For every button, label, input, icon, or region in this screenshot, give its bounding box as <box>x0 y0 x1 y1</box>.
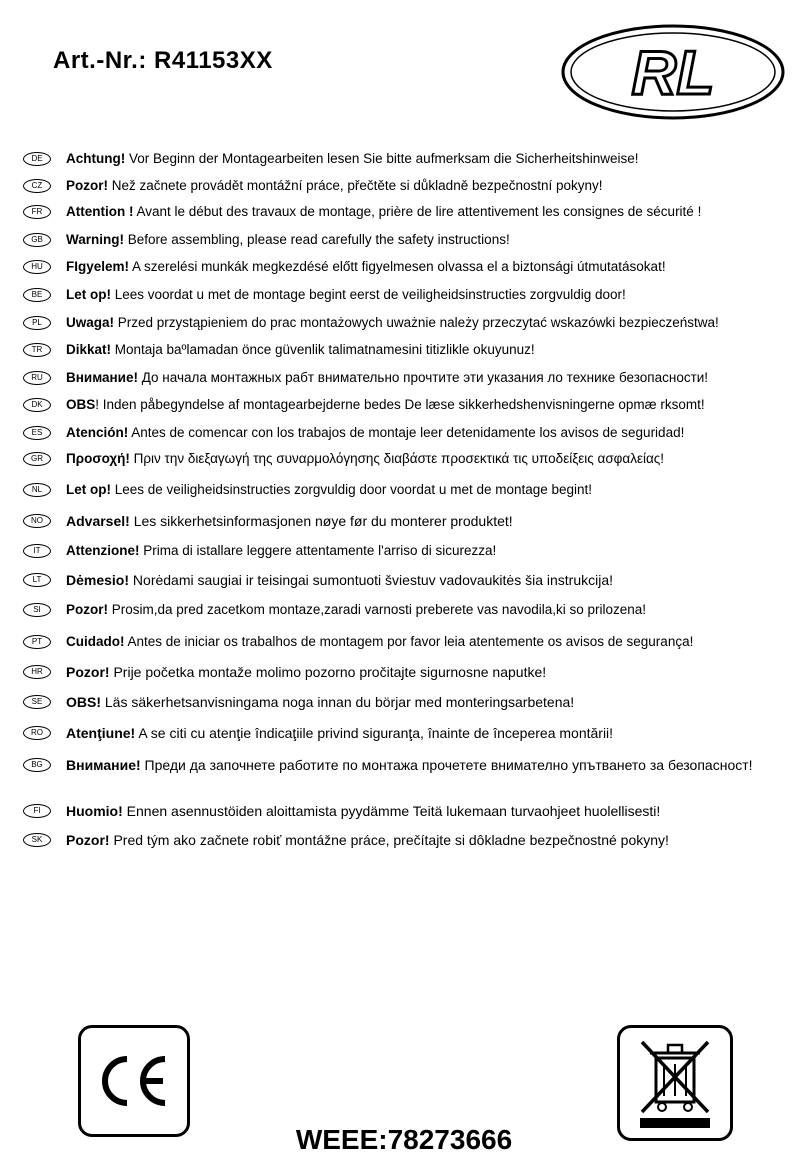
warning-label: OBS <box>66 397 96 412</box>
warning-row-cz <box>23 178 793 194</box>
language-code-badge: DK <box>23 398 51 412</box>
warning-label: Pozor! <box>66 664 110 680</box>
language-code-badge: PL <box>23 316 51 330</box>
warning-text <box>66 513 513 529</box>
warning-label: Let op! <box>66 482 111 497</box>
warning-text <box>66 757 753 773</box>
warning-row-sk <box>23 832 793 848</box>
warning-row-nl <box>23 482 793 498</box>
warning-label: Pozor! <box>66 178 108 193</box>
warning-label: Warning! <box>66 232 124 247</box>
warning-text <box>66 832 669 848</box>
language-code-badge: HU <box>23 260 51 274</box>
warning-text <box>66 572 613 588</box>
language-code-badge: SE <box>23 695 51 709</box>
warning-row-de <box>23 151 793 167</box>
warning-text <box>66 232 510 248</box>
warning-text <box>66 425 684 441</box>
warning-text <box>66 370 708 386</box>
language-code-badge: SI <box>23 603 51 617</box>
warning-message: Pred tým ako začnete robiť montážne práce, prečítajte si dôkladne bezpečnostné pokyny! <box>109 832 669 848</box>
warning-text <box>66 803 660 819</box>
language-code-badge: ES <box>23 426 51 440</box>
warning-row-tr <box>23 342 793 358</box>
warning-label: Uwaga! <box>66 315 115 330</box>
article-number: Art.-Nr.: R41153XX <box>53 47 273 74</box>
warning-message: Lees voordat u met de montage begint eerst de veiligheidsinstructies zorgvuldig door! <box>111 287 626 302</box>
warning-label: Atención! <box>66 425 129 440</box>
warning-row-lt <box>23 572 793 588</box>
warning-label: OBS! <box>66 694 101 710</box>
language-code-badge: RO <box>23 726 51 740</box>
warning-row-no <box>23 513 793 529</box>
warning-message: Antes de comencar con los trabajos de montaje leer detenidamente los avisos de seguridad! <box>128 425 685 440</box>
warning-message: A szerelési munkák megkezdésé előtt figyelmesen olvassa el a biztonsági útmutatásokat! <box>129 259 666 274</box>
language-code-badge: NO <box>23 514 51 528</box>
warning-label: Advarsel! <box>66 513 130 529</box>
warning-label: Внимание! <box>66 370 138 385</box>
warning-text <box>66 634 693 650</box>
language-code-badge: FI <box>23 804 51 818</box>
warning-message: Norėdami saugiai ir teisingai sumontuoti šviestuv vadovaukitės šia instrukcija! <box>129 572 614 588</box>
language-code-badge: PT <box>23 635 51 649</box>
warning-label: Attenzione! <box>66 543 140 558</box>
language-code-badge: DE <box>23 152 51 166</box>
warning-message: Ennen asennustöiden aloittamista pyydämme Teitä lukemaan turvaohjeet huolellisesti! <box>122 803 661 819</box>
warning-label: Achtung! <box>66 151 126 166</box>
warning-message: A se citi cu atenţie îndicaţiile privind siguranţa, înainte de începerea montării! <box>135 725 614 741</box>
ce-mark <box>78 1025 190 1137</box>
warning-text <box>66 287 626 303</box>
language-code-badge: BG <box>23 758 51 772</box>
warning-row-dk <box>23 397 793 413</box>
rl-logo <box>560 22 786 122</box>
warning-row-ro <box>23 725 793 741</box>
warning-row-ru <box>23 370 793 386</box>
language-code-badge: IT <box>23 544 51 558</box>
warning-text <box>66 342 535 358</box>
warning-text <box>66 725 613 741</box>
warning-message: Przed przystąpieniem do prac montażowych uważnie należy przeczytać wskazówki bezpieczeństwa! <box>114 315 719 330</box>
warning-label: Atenţiune! <box>66 725 136 741</box>
warning-text <box>66 602 646 618</box>
warning-label: Let op! <box>66 287 111 302</box>
warning-message: Antes de iniciar os trabalhos de montagem por favor leia atentemente os avisos de segurança! <box>124 634 694 649</box>
warning-label: Attention ! <box>66 204 134 219</box>
warning-message: Πριν την διεξαγωγή της συναρμολόγησης διαβάστε προσεκτικά τις υποδείξεις ασφαλείας! <box>129 451 665 466</box>
language-code-badge: NL <box>23 483 51 497</box>
warning-message: Lees de veiligheidsinstructies zorgvuldig door voordat u met de montage begint! <box>111 482 593 497</box>
warning-row-pl <box>23 315 793 331</box>
warning-label: Dėmesio! <box>66 572 130 588</box>
logo-text: RL <box>631 39 715 108</box>
warning-message: ! Inden påbegyndelse af montagearbejderne bedes De læse sikkerhedshenvisningerne opmæ rksomt! <box>95 397 705 412</box>
warning-text <box>66 694 574 710</box>
warning-row-gb <box>23 232 793 248</box>
weee-number: WEEE:78273666 <box>295 1124 513 1155</box>
warning-row-es <box>23 425 793 441</box>
language-code-badge: SK <box>23 833 51 847</box>
language-code-badge: RU <box>23 371 51 385</box>
warning-message: До начала монтажных рабт внимательно прочтите эти указания ло технике безопасности! <box>137 370 709 385</box>
warning-message: Vor Beginn der Montagearbeiten lesen Sie bitte aufmerksam die Sicherheitshinweise! <box>125 151 639 166</box>
warning-label: Προσοχή! <box>66 451 130 466</box>
warning-label: Huomio! <box>66 803 123 819</box>
warning-row-fr <box>23 204 793 220</box>
warning-row-pt <box>23 634 793 650</box>
warning-message: Before assembling, please read carefully the safety instructions! <box>124 232 510 247</box>
warning-text <box>66 259 666 275</box>
warning-label: Pozor! <box>66 602 108 617</box>
warning-label: FIgyelem! <box>66 259 130 274</box>
warning-row-hu <box>23 259 793 275</box>
warning-label: Cuidado! <box>66 634 125 649</box>
language-code-badge: TR <box>23 343 51 357</box>
warning-message: Les sikkerhetsinformasjonen nøye før du monterer produktet! <box>129 513 513 529</box>
warning-text <box>66 482 592 498</box>
warning-message: Avant le début des travaux de montage, prière de lire attentivement les consignes de sécurité ! <box>133 204 702 219</box>
language-code-badge: LT <box>23 573 51 587</box>
warning-text <box>66 543 496 559</box>
warning-row-be <box>23 287 793 303</box>
warning-text <box>66 451 664 467</box>
language-code-badge: HR <box>23 665 51 679</box>
warning-message: Преди да започнете работите по монтажа прочетете внимателно упътването за безопасност! <box>140 757 753 773</box>
warning-text <box>66 397 705 413</box>
warning-row-bg <box>23 757 793 773</box>
language-code-badge: BE <box>23 288 51 302</box>
warning-message: Prosim,da pred zacetkom montaze,zaradi varnosti preberete vas navodila,ki so prilozena! <box>108 602 647 617</box>
language-code-badge: GR <box>23 452 51 466</box>
warning-row-fi <box>23 803 793 819</box>
warning-text <box>66 151 639 167</box>
warning-text <box>66 204 701 220</box>
warning-message: Montaja baºlamadan önce güvenlik talimatnamesini titizlikle okuyunuz! <box>111 342 535 357</box>
warning-row-se <box>23 694 793 710</box>
warning-text <box>66 178 603 194</box>
language-code-badge: CZ <box>23 179 51 193</box>
warning-text <box>66 315 719 331</box>
warning-message: Než začnete provádět montážní práce, přečtěte si důkladně bezpečnostní pokyny! <box>108 178 603 193</box>
warning-message: Läs säkerhetsanvisningama noga innan du börjar med monteringsarbetena! <box>101 694 575 710</box>
warning-label: Внимание! <box>66 757 141 773</box>
language-code-badge: FR <box>23 205 51 219</box>
language-code-badge: GB <box>23 233 51 247</box>
warning-text <box>66 664 546 680</box>
warning-row-it <box>23 543 793 559</box>
warning-label: Pozor! <box>66 832 110 848</box>
warning-label: Dikkat! <box>66 342 112 357</box>
warning-message: Prima di istallare leggere attentamente l'arriso di sicurezza! <box>139 543 497 558</box>
warning-row-si <box>23 602 793 618</box>
warning-row-gr <box>23 451 793 467</box>
warning-row-hr <box>23 664 793 680</box>
warning-message: Prije početka montaže molimo pozorno pročitajte sigurnosne naputke! <box>109 664 547 680</box>
